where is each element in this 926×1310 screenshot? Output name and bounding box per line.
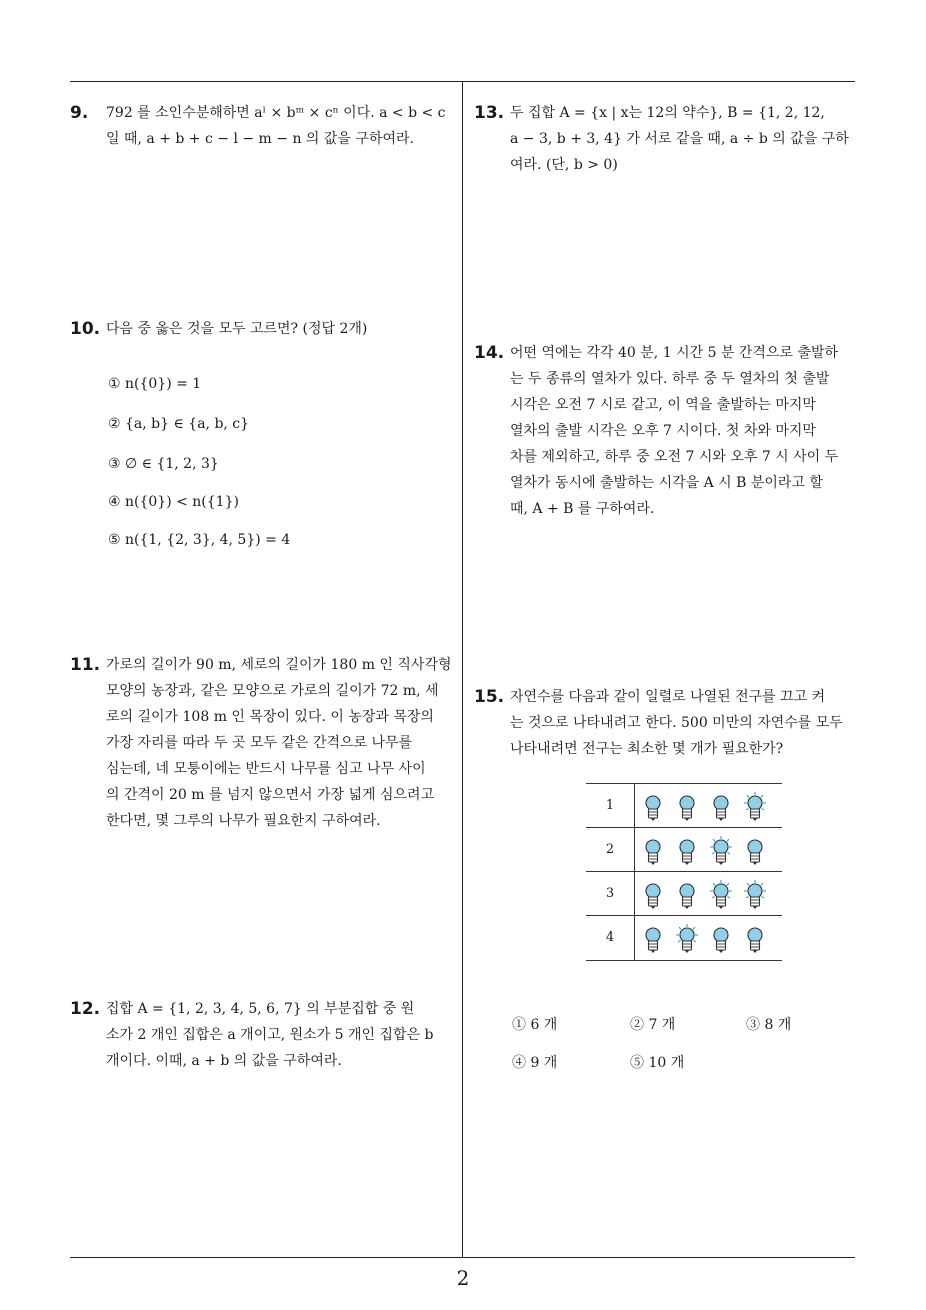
bulb-off-icon [676, 836, 698, 866]
bulb-row-label: 3 [586, 872, 635, 916]
bulb-off-icon [642, 880, 664, 910]
problem-text-line: 심는데, 네 모퉁이에는 반드시 나무를 심고 나무 사이 [106, 761, 426, 777]
problem-text-line: 열차의 출발 시각은 오후 7 시이다. 첫 차와 마지막 [510, 423, 816, 439]
bulb-on-icon [744, 792, 766, 822]
bulb-table-row [586, 783, 782, 828]
problem-15 [474, 684, 860, 762]
problem-number: 9. [70, 103, 89, 123]
choice-4[interactable]: ④ 9 개 [512, 1055, 558, 1071]
problem-text-line: 나타내려면 전구는 최소한 몇 개가 필요한가? [510, 741, 784, 757]
problem-text-line: 모양의 농장과, 같은 모양으로 가로의 길이가 72 m, 세 [106, 683, 439, 699]
bulb-table-row [586, 871, 782, 916]
bulb-on-icon [744, 880, 766, 910]
problem-11 [70, 652, 460, 834]
choice-5[interactable]: ⑤ n({1, {2, 3}, 4, 5}) = 4 [108, 532, 291, 548]
bulb-off-icon [642, 924, 664, 954]
bottom-rule [70, 1257, 855, 1258]
problem-text-line: 는 것으로 나타내려고 한다. 500 미만의 자연수를 모두 [510, 715, 843, 731]
problem-14 [474, 340, 860, 522]
problem-text-line: 일 때, a + b + c − l − m − n 의 값을 구하여라. [106, 131, 414, 147]
bulb-table-row [586, 827, 782, 872]
bulb-on-icon [710, 836, 732, 866]
bulb-off-icon [642, 792, 664, 822]
bulb-table [586, 783, 782, 959]
problem-text-line: 집합 A = {1, 2, 3, 4, 5, 6, 7} 의 부분집합 중 원 [106, 1001, 415, 1017]
column-divider [462, 82, 463, 1258]
page-number: 2 [456, 1266, 470, 1290]
bulb-row-label: 4 [586, 916, 635, 960]
problem-10 [70, 316, 460, 342]
problem-text-line: 어떤 역에는 각각 40 분, 1 시간 5 분 간격으로 출발하 [510, 345, 839, 361]
problem-9 [70, 100, 460, 152]
problem-text-line: 가장 자리를 따라 두 곳 모두 같은 간격으로 나무를 [106, 735, 413, 751]
problem-text-line: 한다면, 몇 그루의 나무가 필요한지 구하여라. [106, 813, 381, 829]
problem-12 [70, 996, 460, 1074]
bulb-off-icon [676, 880, 698, 910]
problem-number: 15. [474, 687, 505, 707]
choice-5[interactable]: ⑤ 10 개 [630, 1055, 685, 1071]
bulb-off-icon [744, 836, 766, 866]
choice-3[interactable]: ③ 8 개 [746, 1017, 792, 1033]
problem-text-line: 자연수를 다음과 같이 일렬로 나열된 전구를 끄고 켜 [510, 689, 826, 705]
bulb-on-icon [710, 880, 732, 910]
choice-1[interactable]: ① n({0}) = 1 [108, 376, 202, 392]
problem-text-line: 는 두 종류의 열차가 있다. 하루 중 두 열차의 첫 출발 [510, 371, 830, 387]
bulb-off-icon [642, 836, 664, 866]
choice-2[interactable]: ② {a, b} ∈ {a, b, c} [108, 416, 250, 432]
problem-number: 10. [70, 319, 101, 339]
problem-text-line: 의 간격이 20 m 를 넘지 않으면서 가장 넓게 심으려고 [106, 787, 435, 803]
problem-text-line: 차를 제외하고, 하루 중 오전 7 시와 오후 7 시 사이 두 [510, 449, 839, 465]
problem-text-line: 다음 중 옳은 것을 모두 고르면? (정답 2개) [106, 321, 368, 337]
bulb-table-row [586, 915, 782, 961]
bulb-off-icon [676, 792, 698, 822]
problem-text-line: 두 집합 A = {x | x는 12의 약수}, B = {1, 2, 12, [510, 105, 825, 121]
problem-text-line: 여라. (단, b > 0) [510, 157, 618, 173]
problem-number: 13. [474, 103, 505, 123]
problem-number: 12. [70, 999, 101, 1019]
bulb-row-label: 1 [586, 784, 635, 828]
choice-2[interactable]: ② 7 개 [630, 1017, 676, 1033]
problem-text-line: 열차가 동시에 출발하는 시각을 A 시 B 분이라고 할 [510, 475, 823, 491]
problem-number: 11. [70, 655, 101, 675]
problem-text-line: 가로의 길이가 90 m, 세로의 길이가 180 m 인 직사각형 [106, 657, 452, 673]
bulb-row-label: 2 [586, 828, 635, 872]
choice-3[interactable]: ③ ∅ ∈ {1, 2, 3} [108, 456, 219, 472]
problem-13 [474, 100, 860, 178]
problem-text-line: 792 를 소인수분해하면 aˡ × bᵐ × cⁿ 이다. a < b < c [106, 105, 446, 121]
problem-text-line: 로의 길이가 108 m 인 목장이 있다. 이 농장과 목장의 [106, 709, 434, 725]
problem-text-line: 시각은 오전 7 시로 같고, 이 역을 출발하는 마지막 [510, 397, 816, 413]
choice-4[interactable]: ④ n({0}) < n({1}) [108, 494, 239, 510]
bulb-off-icon [710, 924, 732, 954]
bulb-off-icon [744, 924, 766, 954]
problem-text-line: 개이다. 이때, a + b 의 값을 구하여라. [106, 1053, 342, 1069]
choice-1[interactable]: ① 6 개 [512, 1017, 558, 1033]
bulb-on-icon [676, 924, 698, 954]
problem-text-line: 소가 2 개인 집합은 a 개이고, 원소가 5 개인 집합은 b [106, 1027, 434, 1043]
bulb-off-icon [710, 792, 732, 822]
problem-text-line: 때, A + B 를 구하여라. [510, 501, 655, 517]
problem-text-line: a − 3, b + 3, 4} 가 서로 같을 때, a ÷ b 의 값을 구하 [510, 131, 849, 147]
problem-number: 14. [474, 343, 505, 363]
